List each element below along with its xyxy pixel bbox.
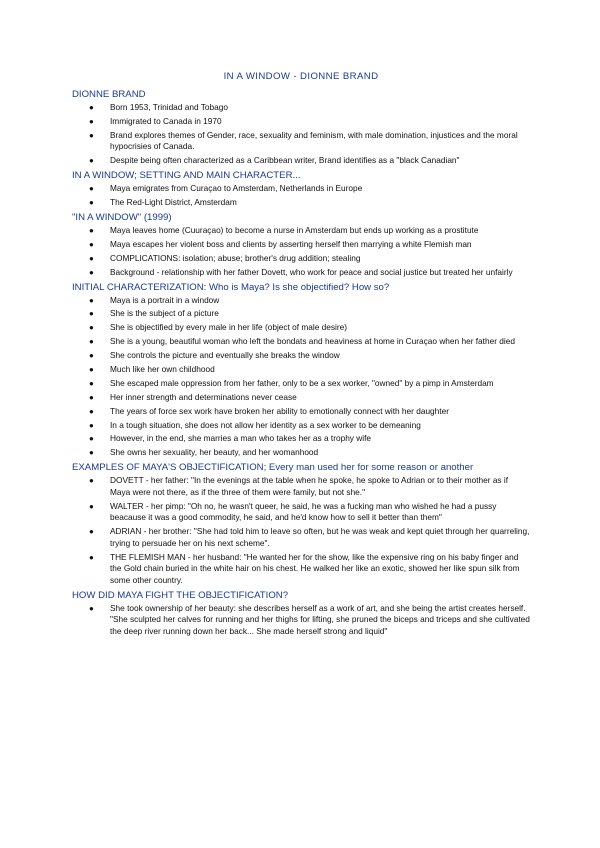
bullet-icon: ● — [89, 392, 94, 402]
list-item-text: Maya escapes her violent boss and clients by asserting herself then marrying a white Flemish man — [110, 238, 472, 249]
list-item-text: ADRIAN - her brother: "She had told him to leave so often, but he was weak and kept quiet through her quarreling, trying to persuade her on his next scheme". — [110, 526, 530, 548]
bullet-icon: ● — [89, 527, 94, 537]
bullet-icon: ● — [89, 309, 94, 319]
list-item — [72, 350, 530, 362]
list-item-text: She is a young, beautiful woman who left the bondats and heaviness at home in Curaçao when her father died — [110, 336, 515, 347]
bullet-list — [72, 475, 530, 586]
list-item-text: She is the subject of a picture — [110, 308, 219, 319]
list-item — [72, 378, 530, 390]
list-item-text: Her inner strength and determinations never cease — [110, 391, 297, 402]
list-item-text: She is objectified by every male in her life (object of male desire) — [110, 322, 348, 333]
list-item-text: Brand explores themes of Gender, race, sexuality and feminism, with male domination, injustices and the moral hypocrisies of Canada. — [110, 129, 518, 152]
list-item-text: WALTER - her pimp: "Oh no, he wasn't queer, he said, he was a fucking man who wished he had a pussy beacause it was a good commodity, he said, and he'd know how to sell it better than them" — [110, 500, 497, 523]
list-item-text: COMPLICATIONS: isolation; abuse; brother's drug addition; stealing — [110, 252, 361, 263]
list-item — [72, 295, 530, 307]
list-item — [72, 447, 530, 459]
list-item-text: She owns her sexuality, her beauty, and her womanhood — [110, 447, 319, 458]
document-page — [72, 70, 530, 640]
bullet-icon: ● — [89, 476, 94, 486]
list-item — [72, 102, 530, 114]
section-heading: "IN A WINDOW" (1999) — [72, 211, 172, 223]
bullet-icon: ● — [89, 130, 94, 140]
list-item — [72, 130, 530, 153]
bullet-icon: ● — [89, 351, 94, 361]
bullet-icon: ● — [89, 501, 94, 511]
list-item — [72, 155, 530, 167]
document-body — [72, 88, 530, 638]
bullet-icon: ● — [89, 434, 94, 444]
bullet-list — [72, 102, 530, 167]
list-item-text: She controls the picture and eventually she breaks the window — [110, 350, 340, 361]
list-item-text: Maya leaves home (Cuuraçao) to become a nurse in Amsterdam but ends up working as a prostitute — [110, 224, 479, 235]
list-item — [72, 501, 530, 524]
list-item-text: She escaped male oppression from her father, only to be a sex worker, "owned" by a pimp in Amsterdam — [110, 377, 494, 388]
section-heading: DIONNE BRAND — [72, 89, 146, 100]
bullet-icon: ● — [89, 198, 94, 208]
bullet-icon: ● — [89, 552, 94, 562]
list-item — [72, 239, 530, 251]
list-item — [72, 225, 530, 237]
list-item-text: DOVETT - her father: "In the evenings at the table when he spoke, he spoke to Adrian or to their mother as if Maya were not there, as if the three of them were family, but not she." — [110, 475, 509, 497]
bullet-icon: ● — [89, 295, 94, 305]
bullet-icon: ● — [89, 103, 94, 112]
bullet-icon: ● — [89, 603, 94, 613]
list-item — [72, 552, 530, 587]
list-item — [72, 420, 530, 432]
section-heading: HOW DID MAYA FIGHT THE OBJECTIFICATION? — [72, 589, 289, 601]
list-item-text: Born 1953, Trinidad and Tobago — [110, 102, 228, 112]
list-item-text: Maya is a portrait in a window — [110, 294, 220, 305]
bullet-icon: ● — [89, 448, 94, 458]
list-item — [72, 406, 530, 418]
list-item-text: In a tough situation, she does not allow her identity as a sex worker to be demeaning — [110, 419, 421, 430]
list-item — [72, 336, 530, 348]
list-item-text: She took ownership of her beauty: she describes herself as a work of art, and she being the artist creates herself. "She sculpted her calves for running and her thighs for lifting, she pruned the biceps and triceps and she cultivated the deep river running down her back... She made herself strong and liquid" — [110, 602, 530, 636]
bullet-icon: ● — [89, 116, 94, 126]
bullet-list — [72, 603, 530, 638]
list-item — [72, 322, 530, 334]
bullet-icon: ● — [89, 239, 94, 249]
bullet-icon: ● — [89, 420, 94, 430]
bullet-icon: ● — [89, 267, 94, 277]
list-item — [72, 267, 530, 279]
list-item-text: Background - relationship with her father Dovett, who work for peace and social justice but treated her unfairly — [110, 266, 513, 277]
list-item-text: Much like her own childhood — [110, 363, 215, 374]
list-item — [72, 475, 530, 498]
section-heading: IN A WINDOW; SETTING AND MAIN CHARACTER... — [72, 170, 301, 182]
list-item — [72, 308, 530, 320]
list-item — [72, 392, 530, 404]
list-item-text: Despite being often characterized as a Caribbean writer, Brand identifies as a "black Canadian" — [110, 155, 460, 166]
document-title: IN A WINDOW - DIONNE BRAND — [223, 71, 379, 82]
bullet-icon: ● — [89, 156, 94, 166]
list-item-text: However, in the end, she marries a man who takes her as a trophy wife — [110, 433, 372, 444]
bullet-icon: ● — [89, 323, 94, 333]
list-item — [72, 183, 530, 195]
bullet-list — [72, 295, 530, 459]
bullet-list — [72, 183, 530, 208]
list-item-text: The Red-Light District, Amsterdam — [110, 197, 237, 208]
list-item — [72, 197, 530, 209]
bullet-icon: ● — [89, 378, 94, 388]
bullet-icon: ● — [89, 406, 94, 416]
list-item-text: THE FLEMISH MAN - her husband: "He wanted her for the show, like the expensive ring on his baby finger and the Gold chain buried in the white hair on his chest. He walked her like an exotic, showed her like spun silk from some other country. — [110, 551, 520, 585]
bullet-icon: ● — [89, 337, 94, 347]
list-item — [72, 253, 530, 265]
bullet-list — [72, 225, 530, 278]
list-item — [72, 603, 530, 638]
list-item — [72, 116, 530, 128]
list-item — [72, 526, 530, 549]
bullet-icon: ● — [89, 253, 94, 263]
list-item — [72, 364, 530, 376]
bullet-icon: ● — [89, 225, 94, 235]
bullet-icon: ● — [89, 364, 94, 374]
list-item-text: Maya emigrates from Curaçao to Amsterdam, Netherlands in Europe — [110, 183, 363, 194]
section-heading: EXAMPLES OF MAYA'S OBJECTIFICATION; Every man used her for some reason or another — [72, 462, 474, 474]
list-item-text: The years of force sex work have broken her ability to emotionally connect with her daughter — [110, 405, 449, 416]
bullet-icon: ● — [89, 184, 94, 194]
section-heading: INITIAL CHARACTERIZATION: Who is Maya? Is she objectified? How so? — [72, 281, 390, 293]
list-item — [72, 433, 530, 445]
list-item-text: Immigrated to Canada in 1970 — [110, 115, 222, 126]
